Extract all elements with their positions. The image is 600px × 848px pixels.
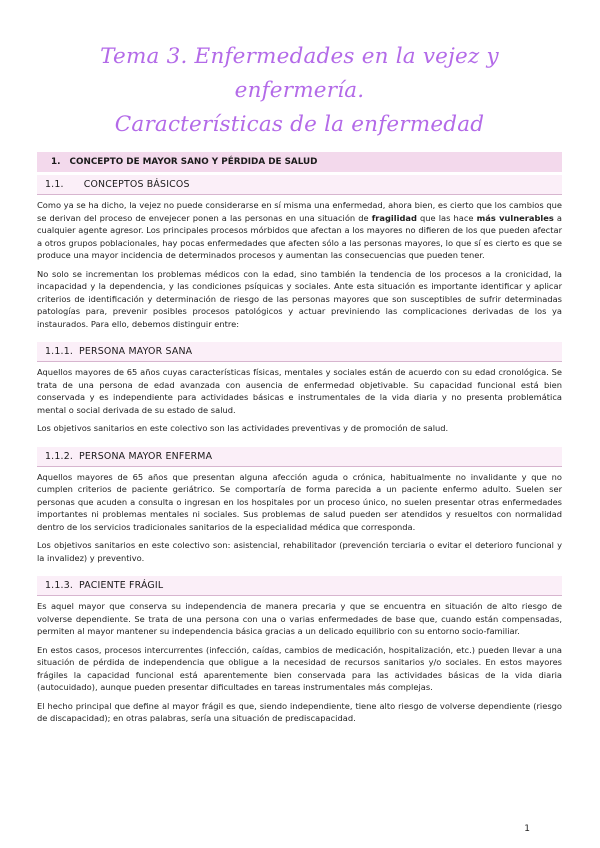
page-title	[37, 40, 562, 142]
title-line-2: Características de la enfermedad	[114, 112, 485, 137]
text-run: a cualquier agente agresor. Los principales procesos mórbidos que afectan a los mayores no difieren de los que pueden afectar a otros grupos poblacionales, hay pocas enfermedades que afecten sólo a las personas mayores, lo que sí es cierto es que se produce una mayor incidencia de determinados procesos y aumentan las consecuencias que pueden tener.	[37, 212, 562, 260]
subsection-number: 1.1.	[45, 179, 64, 190]
subsection-heading-1-1-2	[37, 447, 562, 467]
paragraph-fragil-2: En estos casos, procesos intercurrentes (infección, caídas, cambios de medicación, hospitalización, etc.) pueden llevar a una situación de pérdida de independencia que obligue a la necesidad de recursos sanitarios y/o sociales. En estos mayores frágiles la capacidad funcional está aparentemente bien conservada para las actividades básicas de la vida diaria (autocuidado), aunque pueden presentar dificultades en tareas instrumentales más complejas.	[37, 644, 562, 692]
subsection-heading-1-1-1	[37, 342, 562, 362]
bold-term-vulnerables: más vulnerables	[476, 212, 554, 223]
subsection-label: PACIENTE FRÁGIL	[79, 580, 164, 591]
subsection-heading-1-1-3	[37, 576, 562, 596]
paragraph-fragil-1: Es aquel mayor que conserva su independencia de manera precaria y que se encuentra en situación de alto riesgo de volverse dependiente. Se trata de una persona con una o varias enfermedades de base que, cuando están compensadas, permiten al mayor mantener su independencia básica gracias a un delicado equilibrio con su entorno socio-familiar.	[37, 601, 562, 636]
paragraph-enferma-1: Aquellos mayores de 65 años que presentan alguna afección aguda o crónica, habitualmente no invalidante y que no cumplen criterios de paciente geriátrico. Se comportaría de forma parecida a un paciente enfermo adulto. Suelen ser personas que acuden a consulta o ingresan en los hospitales por un proceso único, no suelen presentar otras enfermedades importantes ni problemas mentales ni sociales. Sus problemas de salud pueden ser atendidos y resueltos con normalidad dentro de los servicios tradicionales sanitarios de la especialidad médica que corresponda.	[37, 471, 562, 532]
subsection-label: PERSONA MAYOR SANA	[79, 346, 193, 357]
subsection-label: CONCEPTOS BÁSICOS	[83, 179, 190, 190]
text-run: Como ya se ha dicho, la vejez no puede considerarse en sí misma una enfermedad, ahora bien, es cierto que los cambios que se derivan del proceso de envejecer ponen a las personas en una situación de	[37, 200, 562, 223]
paragraph-sana-2: Los objetivos sanitarios en este colectivo son las actividades preventivas y de promoción de salud.	[37, 423, 449, 433]
paragraph-enferma-2: Los objetivos sanitarios en este colectivo son: asistencial, rehabilitador (prevención terciaria o evitar el deterioro funcional y la invalidez) y preventivo.	[37, 540, 562, 563]
section-label: CONCEPTO DE MAYOR SANO Y PÉRDIDA DE SALUD	[69, 157, 318, 167]
bold-term-fragilidad: fragilidad	[371, 212, 417, 223]
paragraph-conceptos-2: No solo se incrementan los problemas médicos con la edad, sino también la tendencia de los procesos a la cronicidad, la incapacidad y la dependencia, y las condiciones psíquicas y sociales. Ante esta situación es importante identificar y aplicar criterios de identificación y determinación de riesgo de las personas mayores que son susceptibles de sufrir determinadas patologías para, prevenir posibles procesos patológicos y actuar previniendo las complicaciones derivadas de los ya instaurados. Para ello, debemos distinguir entre:	[37, 268, 562, 329]
subsection-number: 1.1.2.	[45, 450, 74, 462]
subsection-label: PERSONA MAYOR ENFERMA	[79, 450, 213, 462]
section-heading-1	[37, 152, 562, 172]
paragraph-fragil-3: El hecho principal que define al mayor frágil es que, siendo independiente, tiene alto riesgo de volverse dependiente (riesgo de discapacidad); en otras palabras, sería una situación de prediscapacidad.	[37, 700, 562, 723]
title-line-1: Tema 3. Enfermedades en la vejez y enfermería.	[100, 44, 499, 103]
subsection-heading-1-1	[37, 175, 562, 195]
subsection-number: 1.1.1.	[45, 346, 74, 357]
paragraph-sana-1: Aquellos mayores de 65 años cuyas características físicas, mentales y sociales están de acuerdo con su edad cronológica. Se trata de una persona de edad avanzada con ausencia de enfermedad objetivable. Su capacidad funcional está bien conservada y es independiente para actividades básicas e instrumentales de la vida diaria y no presenta problemática mental o social derivada de su estado de salud.	[37, 367, 562, 415]
paragraph-conceptos-1	[37, 199, 562, 262]
text-run: que las hace	[416, 212, 477, 223]
subsection-number: 1.1.3.	[45, 580, 74, 591]
section-number: 1.	[51, 157, 61, 167]
page-number: 1	[524, 824, 530, 834]
